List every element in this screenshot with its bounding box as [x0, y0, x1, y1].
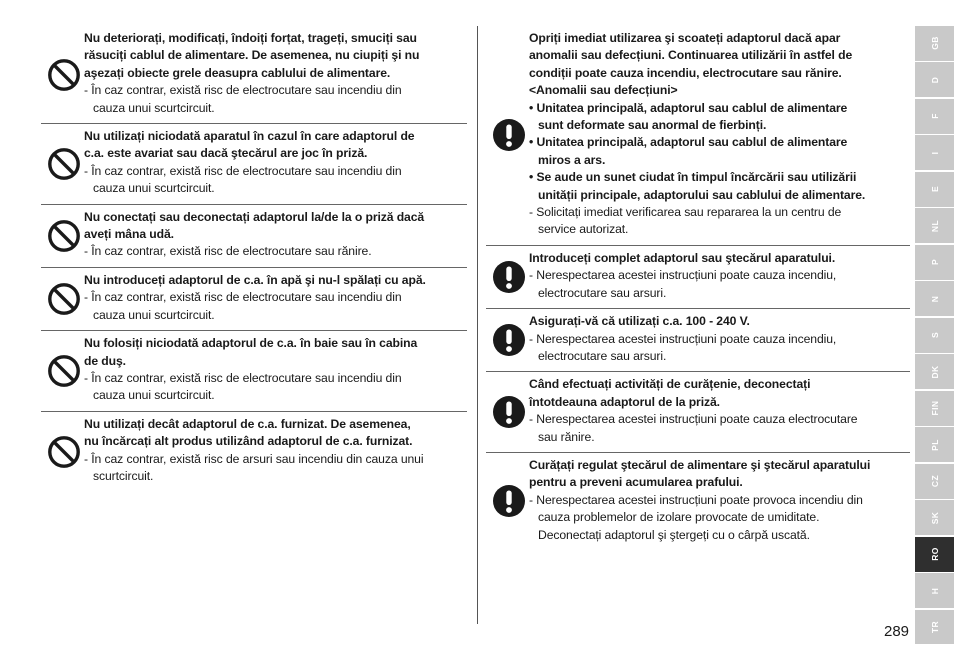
language-tab-label: PL	[929, 438, 940, 451]
warning-text	[83, 272, 467, 324]
text-line: - În caz contrar, există risc de electrocutare sau incendiu din	[84, 163, 402, 178]
text-line: scurtcircuit.	[93, 468, 154, 483]
language-tab-label: N	[929, 295, 940, 303]
warning-block	[41, 330, 467, 411]
language-tab-i	[915, 135, 954, 170]
warning-block	[486, 26, 910, 245]
text-line: cauza unui scurtcircuit.	[93, 307, 215, 322]
language-tab-d	[915, 62, 954, 97]
prohibition-icon	[47, 282, 81, 316]
warning-block	[41, 204, 467, 267]
text-line: - Nerespectarea acestei instrucțiuni poate cauza incendiu,	[529, 268, 837, 283]
prohibition-icon	[47, 147, 81, 181]
text-line: Curățați regulat ştecărul de alimentare şi ştecărul aparatului	[529, 457, 871, 472]
language-tab-label: FIN	[929, 400, 940, 416]
text-line: condiții poate cauza incendiu, electrocutare sau rănire.	[529, 65, 842, 80]
text-line: Nu conectați sau deconectați adaptorul la/de la o priză dacă	[84, 209, 425, 224]
language-tab-tr	[915, 610, 954, 645]
language-tab-label: I	[929, 151, 940, 155]
mandatory-icon	[492, 323, 526, 357]
language-tab-label: D	[929, 76, 940, 84]
language-tab-nl	[915, 208, 954, 243]
right-column	[486, 26, 910, 550]
language-tab-cz	[915, 464, 954, 499]
warning-text	[83, 128, 467, 198]
language-tab-label: TR	[929, 620, 940, 634]
mandatory-icon	[492, 260, 526, 294]
warning-text	[83, 335, 467, 405]
column-divider	[477, 26, 478, 624]
text-line: sunt deformate sau anormal de fierbinți.	[538, 118, 767, 133]
warning-text	[83, 209, 467, 261]
text-line: • Unitatea principală, adaptorul sau cablul de alimentare	[529, 135, 848, 150]
text-line: - Nerespectarea acestei instrucțiuni poate cauza incendiu,	[529, 331, 837, 346]
language-tab-label: NL	[929, 219, 940, 232]
text-line: - În caz contrar, există risc de electrocutare sau incendiu din	[84, 290, 402, 305]
text-line: Nu folosiți niciodată adaptorul de c.a. în baie sau în cabina	[84, 336, 418, 351]
text-line: c.a. este avariat sau dacă ştecărul are joc în priză.	[84, 146, 368, 161]
language-tab-n	[915, 281, 954, 316]
text-line: <Anomalii sau defecțiuni>	[529, 83, 678, 98]
language-tab-gb	[915, 26, 954, 61]
language-tab-dk	[915, 354, 954, 389]
text-line: - Solicitați imediat verificarea sau repararea la un centru de	[529, 205, 842, 220]
text-line: întotdeauna adaptorul de la priză.	[529, 394, 720, 409]
language-tab-ro	[915, 537, 954, 572]
warning-text	[528, 250, 910, 302]
text-line: service autorizat.	[538, 222, 629, 237]
language-tab-pl	[915, 427, 954, 462]
text-line: Când efectuați activități de curățenie, deconectați	[529, 377, 811, 392]
text-line: unității principale, adaptorului sau cablului de alimentare.	[538, 187, 866, 202]
warning-text	[528, 457, 910, 544]
prohibition-icon	[47, 354, 81, 388]
text-line: - În caz contrar, există risc de arsuri sau incendiu din cauza unui	[84, 451, 424, 466]
mandatory-icon	[492, 395, 526, 429]
text-line: - În caz contrar, există risc de electrocutare sau incendiu din	[84, 83, 402, 98]
text-line: de duş.	[84, 353, 126, 368]
warning-text	[83, 416, 467, 486]
prohibition-icon	[47, 435, 81, 469]
language-tab-f	[915, 99, 954, 134]
language-tab-label: SK	[929, 511, 940, 524]
warning-block	[486, 452, 910, 550]
text-line: • Se aude un sunet ciudat în timpul încărcării sau utilizării	[529, 170, 857, 185]
mandatory-icon	[492, 484, 526, 518]
language-tab-label: S	[929, 332, 940, 339]
text-line: aşezați obiecte grele deasupra cablului de alimentare.	[84, 65, 391, 80]
warning-block	[486, 245, 910, 308]
warning-block	[41, 26, 467, 123]
text-line: - Nerespectarea acestei instrucțiuni poate cauza electrocutare	[529, 412, 858, 427]
text-line: electrocutare sau arsuri.	[538, 285, 667, 300]
text-line: pentru a preveni acumularea prafului.	[529, 475, 743, 490]
language-tab-s	[915, 318, 954, 353]
left-column	[41, 26, 467, 491]
warning-block	[486, 371, 910, 452]
text-line: cauza unui scurtcircuit.	[93, 100, 215, 115]
text-line: nu încărcați alt produs utilizând adaptorul de c.a. furnizat.	[84, 434, 413, 449]
language-tab-label: DK	[929, 365, 940, 379]
text-line: aveți mâna udă.	[84, 227, 174, 242]
warning-block	[41, 411, 467, 492]
text-line: - În caz contrar, există risc de electrocutare sau incendiu din	[84, 370, 402, 385]
language-tab-sk	[915, 500, 954, 535]
text-line: anomalii sau defecțiuni. Continuarea utilizării în astfel de	[529, 48, 853, 63]
language-tabs	[915, 26, 954, 646]
text-line: • Unitatea principală, adaptorul sau cablul de alimentare	[529, 100, 848, 115]
text-line: răsuciți cablul de alimentare. De asemenea, nu ciupiți şi nu	[84, 48, 420, 63]
text-line: Introduceți complet adaptorul sau ştecărul aparatului.	[529, 250, 836, 265]
language-tab-label: GB	[929, 36, 940, 51]
language-tab-p	[915, 245, 954, 280]
language-tab-label: H	[929, 587, 940, 594]
text-line: sau rănire.	[538, 429, 595, 444]
language-tab-fin	[915, 391, 954, 426]
language-tab-label: F	[929, 113, 940, 120]
text-line: Nu introduceți adaptorul de c.a. în apă şi nu-l spălați cu apă.	[84, 272, 426, 287]
prohibition-icon	[47, 219, 81, 253]
page-number: 289	[884, 623, 910, 640]
language-tab-h	[915, 573, 954, 608]
warning-text	[83, 30, 467, 117]
mandatory-icon	[492, 118, 526, 152]
warning-text	[528, 313, 910, 365]
warning-block	[41, 123, 467, 204]
language-tab-label: RO	[929, 547, 940, 561]
language-tab-label: CZ	[929, 475, 940, 488]
text-line: - Nerespectarea acestei instrucțiuni poate provoca incendiu din	[529, 492, 863, 507]
text-line: Opriți imediat utilizarea şi scoateți adaptorul dacă apar	[529, 31, 841, 45]
warning-block	[41, 267, 467, 330]
text-line: Nu utilizați niciodată aparatul în cazul în care adaptorul de	[84, 129, 415, 144]
text-line: miros a ars.	[538, 152, 606, 167]
warning-text	[528, 30, 910, 239]
prohibition-icon	[47, 58, 81, 92]
text-line: Asigurați-vă că utilizați c.a. 100 - 240 V.	[529, 314, 750, 329]
text-line: cauza unui scurtcircuit.	[93, 388, 215, 403]
text-line: Deconectați adaptorul şi ştergeți cu o cârpă uscată.	[538, 527, 810, 542]
text-line: cauza problemelor de izolare provocate de umiditate.	[538, 510, 820, 525]
language-tab-label: E	[929, 186, 940, 193]
text-line: electrocutare sau arsuri.	[538, 348, 667, 363]
text-line: cauza unui scurtcircuit.	[93, 181, 215, 196]
text-line: - În caz contrar, există risc de electrocutare sau rănire.	[84, 244, 372, 259]
text-line: Nu deteriorați, modificați, îndoiți forțat, trageți, smuciți sau	[84, 31, 417, 45]
warning-text	[528, 376, 910, 446]
text-line: Nu utilizați decât adaptorul de c.a. furnizat. De asemenea,	[84, 416, 411, 431]
language-tab-e	[915, 172, 954, 207]
language-tab-label: P	[929, 259, 940, 266]
warning-block	[486, 308, 910, 371]
